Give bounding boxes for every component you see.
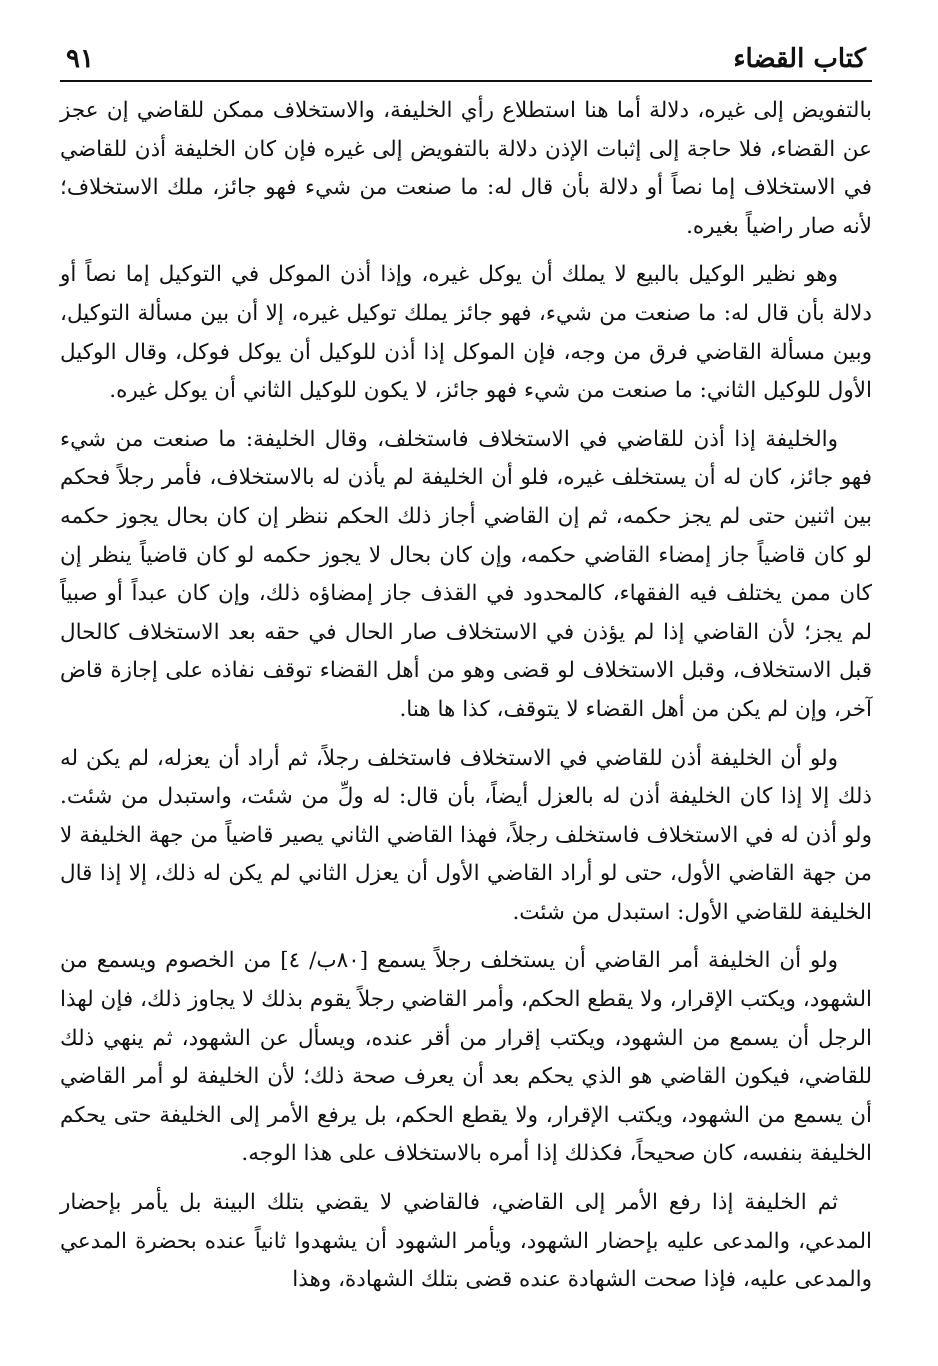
book-title: كتاب القضاء [733, 44, 866, 74]
header-divider [60, 80, 872, 82]
paragraph: وهو نظير الوكيل بالبيع لا يملك أن يوكل غيره، وإذا أذن الموكل في التوكيل إما نصاً أو دلالة بأن قال له: ما صنعت من شيء، فهو جائز يملك توكيل غيره، إلا أن بين مسألة التوكيل، وبين مسألة القاضي فرق من وجه، فإن الموكل إذا أذن للوكيل أن يوكل فوكل، وقال الوكيل الأول للوكيل الثاني: ما صنعت من شيء فهو جائز، لا يكون للوكيل الثاني أن يوكل غيره. [60, 262, 872, 404]
running-head [60, 34, 872, 74]
paragraph: ولو أن الخليفة أذن للقاضي في الاستخلاف فاستخلف رجلاً، ثم أراد أن يعزله، لم يكن له ذلك إلا إذا كان الخليفة أذن له بالعزل أيضاً، بأن قال: له ولِّ من شئت، واستبدل من شئت. ولو أذن له في الاستخلاف فاستخلف رجلاً، فهذا القاضي الثاني يصير قاضياً من جهة الخليفة لا من جهة القاضي الأول، حتى لو أراد القاضي الأول أن يعزل الثاني لم يكن له ذلك، إلا إذا قال الخليفة للقاضي الأول: استبدل من شئت. [60, 745, 872, 925]
body-text [60, 92, 872, 1300]
paragraph: ولو أن الخليفة أمر القاضي أن يستخلف رجلاً يسمع [٨٠ب/ ٤] من الخصوم ويسمع من الشهود، ويكتب الإقرار، ولا يقطع الحكم، وأمر القاضي رجلاً يقوم بذلك لا يجاوز ذلك، فإن لهذا الرجل أن يسمع من الشهود، ويكتب إقرار من أقر عنده، ويسأل عن الشهود، ثم ينهي ذلك للقاضي، فيكون القاضي هو الذي يحكم بعد أن يعرف صحة ذلك؛ لأن الخليفة لو أمر القاضي أن يسمع من الشهود، ويكتب الإقرار، ولا يقطع الحكم، بل يرفع الأمر إلى الخليفة حتى يحكم الخليفة بنفسه، كان صحيحاً، فكذلك إذا أمره بالاستخلاف على هذا الوجه. [60, 948, 872, 1167]
page-number: ٩١ [66, 44, 94, 74]
paragraph: ثم الخليفة إذا رفع الأمر إلى القاضي، فالقاضي لا يقضي بتلك البينة بل يأمر بإحضار المدعي، والمدعى عليه بإحضار الشهود، ويأمر الشهود أن يشهدوا ثانياً عنده بحضرة المدعي والمدعى عليه، فإذا صحت الشهادة عنده قضى بتلك الشهادة، وهذا [60, 1190, 872, 1293]
paragraph: والخليفة إذا أذن للقاضي في الاستخلاف فاستخلف، وقال الخليفة: ما صنعت من شيء فهو جائز، كان له أن يستخلف غيره، فلو أن الخليفة لم يأذن له بالاستخلاف، فأمر رجلاً فحكم بين اثنين حتى لم يجز حكمه، ثم إن القاضي أجاز ذلك الحكم ننظر إن كان بحال يجوز حكمه لو كان قاضياً جاز إمضاء القاضي حكمه، وإن كان بحال لا يجوز حكمه لو كان قاضياً ينظر إن كان ممن يختلف فيه الفقهاء، كالمحدود في القذف جاز إمضاؤه ذلك، وإن كان عبداً أو صبياً لم يجز؛ لأن القاضي إذا لم يؤذن في الاستخلاف صار الحال في حقه بعد الاستخلاف كالحال قبل الاستخلاف، وقبل الاستخلاف لو قضى وهو من أهل القضاء توقف نفاذه على إجازة قاض آخر، وإن لم يكن من أهل القضاء لا يتوقف، كذا ها هنا. [60, 426, 872, 722]
paragraph: بالتفويض إلى غيره، دلالة أما هنا استطلاع رأي الخليفة، والاستخلاف ممكن للقاضي إن عجز عن القضاء، فلا حاجة إلى إثبات الإذن دلالة بالتفويض إلى غيره فإن كان الخليفة أذن للقاضي في الاستخلاف إما نصاً أو دلالة بأن قال له: ما صنعت من شيء فهو جائز، ملك الاستخلاف؛ لأنه صار راضياً بغيره. [60, 98, 872, 239]
